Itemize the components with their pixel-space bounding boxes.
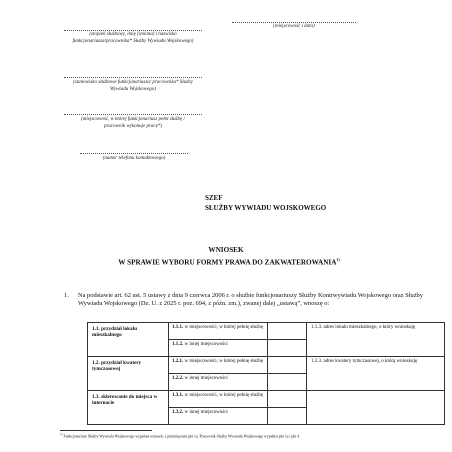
accommodation-options-table: [87, 322, 445, 425]
option-subitem: [169, 374, 306, 390]
option-subitem: [169, 357, 306, 374]
footnote-text: Funkcjonariusz Służby Wywiadu Wojskowego wypełnia wniosek, z pominięciem pkt 1a. Pracownik Służby Wywiadu Wojskowego wypełnia pkt 1a i pkt 4.: [63, 434, 301, 439]
option-subitem-text: w innej miejscowości: [184, 342, 228, 347]
option-subitem-text: w miejscowości, w której pełnię służbę: [184, 359, 264, 364]
paragraph-number: 1.: [64, 292, 69, 299]
title-footnote-mark: 1): [336, 257, 340, 262]
paragraph-text: Na podstawie art. 62 ust. 5 ustawy z dnia 9 czerwca 2006 r. o służbie funkcjonariuszy Służby Kontrwywiadu Wojskowego oraz Służby Wywiadu Wojskowego (Dz. U. z 2025 r. poz. 694, z późn. zm.), zwanej dalej „ustawą”, wnoszę o:: [78, 292, 423, 308]
option-subitem-label: [169, 391, 268, 407]
option-subitems: [169, 391, 307, 425]
option-subitem-code: 1.2.2.: [172, 376, 184, 381]
option-subitem-text: w miejscowości, w której pełnię służbę: [184, 325, 264, 330]
locality-caption: (miejscowość, w której funkcjonariusz pełni służbę / pracownik wykonuje pracę*): [81, 117, 185, 129]
table-row: [88, 357, 445, 391]
option-subitem-label: [169, 374, 268, 390]
option-subitem-code: 1.3.2.: [172, 410, 184, 415]
option-subitem: [169, 323, 306, 340]
title-line2-text: W SPRAWIE WYBORU FORMY PRAWA DO ZAKWATEROWANIA: [118, 258, 337, 267]
position-line[interactable]: [64, 77, 202, 78]
option-subitem-label: [169, 323, 268, 339]
footnote: [60, 432, 444, 439]
option-check-field[interactable]: [268, 374, 306, 390]
option-category: 1.2. przydział kwatery tymczasowej: [88, 357, 169, 391]
addressee-line2: SŁUŻBY WYWIADU WOJSKOWEGO: [205, 204, 327, 212]
option-subitem: [169, 340, 306, 356]
option-check-field[interactable]: [268, 357, 306, 373]
rank-name-line[interactable]: [64, 30, 202, 31]
address-field[interactable]: 1.2.3. adres kwatery tymczasowej, o którą wnioskuję: [307, 357, 445, 391]
locality-line[interactable]: [64, 114, 202, 115]
option-subitem-code: 1.1.1.: [172, 325, 184, 330]
table-row: [88, 391, 445, 425]
table-row: [88, 323, 445, 357]
phone-line[interactable]: [80, 153, 188, 154]
option-subitem-label: [169, 408, 268, 424]
place-date-caption: (miejscowość i data): [273, 24, 315, 29]
option-subitem-label: [169, 340, 268, 356]
option-category: 1.3. skierowanie do miejsca w internacie: [88, 391, 169, 425]
place-date-line[interactable]: [232, 22, 356, 23]
footnote-mark: 1): [60, 432, 63, 436]
footnote-separator: [60, 430, 152, 431]
title-line1: WNIOSEK: [208, 246, 244, 254]
option-subitem-text: w innej miejscowości: [184, 376, 228, 381]
rank-name-caption: (stopień służbowy, imię (imiona) i nazwisko funkcjonariusza/pracownika* Służby Wywiadu Wojskowego): [72, 32, 194, 44]
title-line2: [0, 255, 452, 267]
document-title: [0, 245, 452, 267]
option-check-field[interactable]: [268, 391, 306, 407]
option-check-field[interactable]: [268, 323, 306, 339]
option-check-field[interactable]: [268, 408, 306, 424]
option-subitems: [169, 323, 307, 357]
empty-cell: [307, 391, 445, 425]
option-subitem-code: 1.2.1.: [172, 359, 184, 364]
position-caption: (stanowisko służbowe funkcjonariusza/ pracownika* Służby Wywiadu Wojskowego): [73, 80, 193, 92]
option-subitem-text: w innej miejscowości: [184, 410, 228, 415]
option-category: 1.1. przydział lokalu mieszkalnego: [88, 323, 169, 357]
option-subitems: [169, 357, 307, 391]
option-check-field[interactable]: [268, 340, 306, 356]
option-subitem: [169, 391, 306, 408]
option-subitem-code: 1.1.2.: [172, 342, 184, 347]
option-subitem: [169, 408, 306, 424]
addressee-line1: SZEF: [205, 194, 223, 202]
phone-caption: (numer telefonu kontaktowego): [102, 156, 166, 161]
option-subitem-code: 1.3.1.: [172, 393, 184, 398]
option-subitem-text: w miejscowości, w której pełnię służbę: [184, 393, 264, 398]
address-field[interactable]: 1.1.3. adres lokalu mieszkalnego, o który wnioskuję: [307, 323, 445, 357]
option-subitem-label: [169, 357, 268, 373]
paragraph-1: [64, 292, 444, 309]
